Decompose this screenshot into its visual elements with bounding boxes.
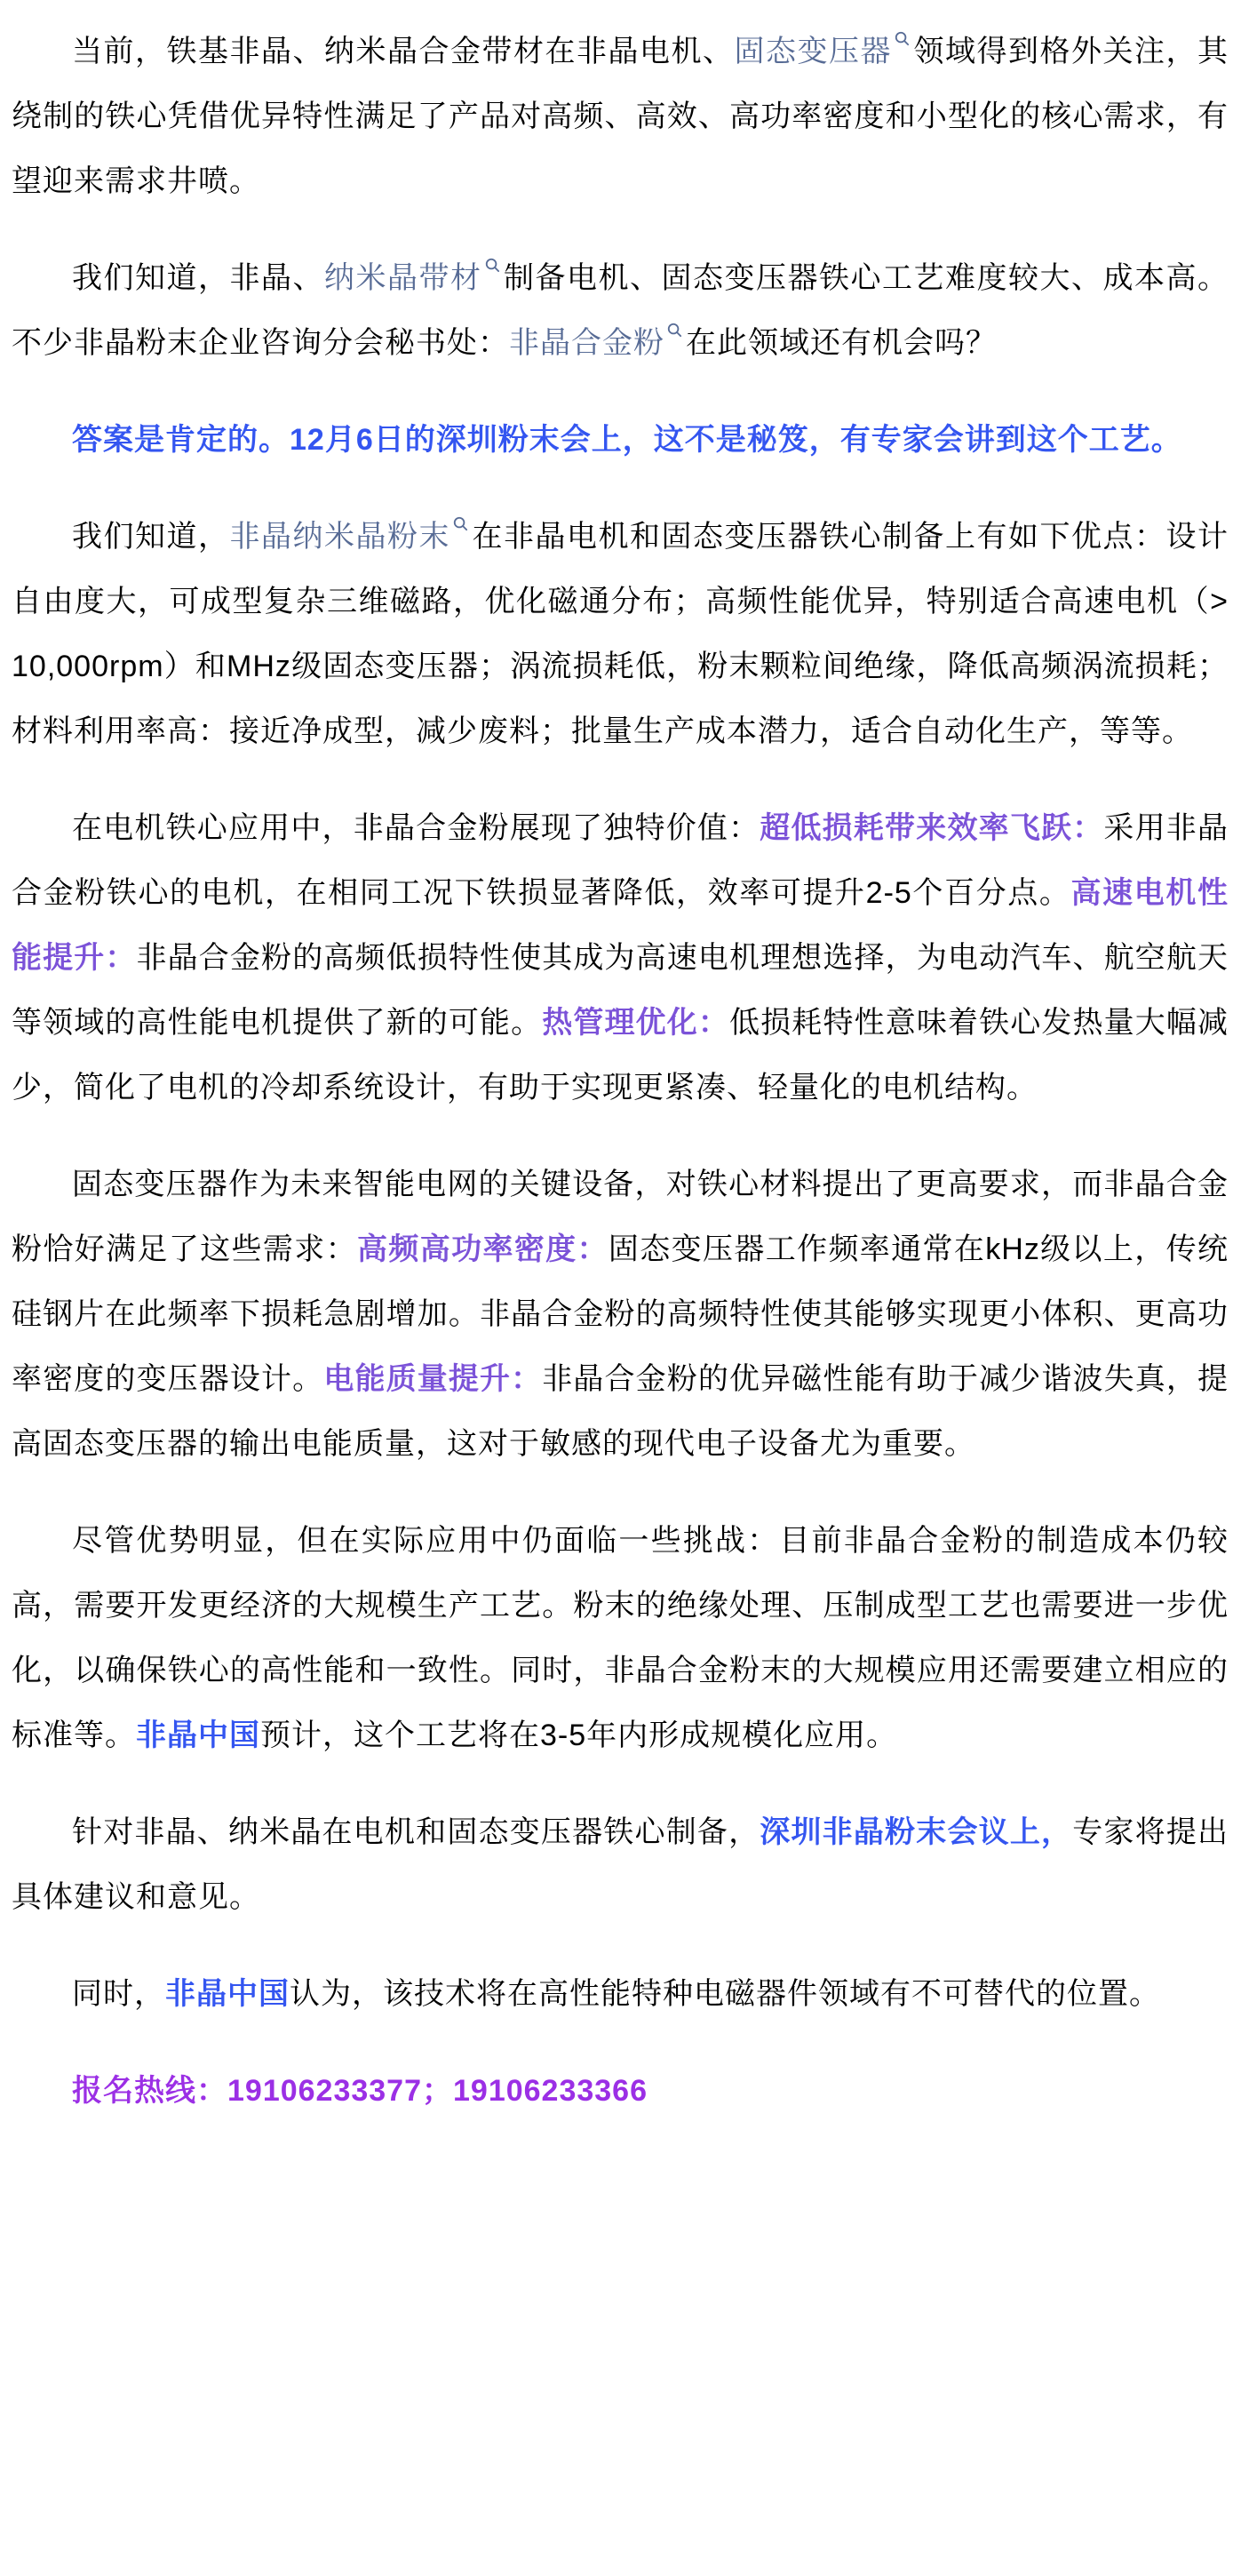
paragraph-9 <box>12 1962 1229 2027</box>
hotline-line <box>12 2059 1229 2124</box>
text-run: 针对非晶、纳米晶在电机和固态变压器铁心制备， <box>72 1815 760 1849</box>
text-run: 低损耗特性意味着铁心发热量大幅减少，简化了电机的冷却系统设计，有助于实现更紧凑、轻量化的电机结构。 <box>12 1006 1229 1105</box>
highlight-term: 高频高功率密度： <box>357 1232 609 1266</box>
text-run: 采用非晶合金粉铁心的电机，在相同工况下铁损显著降低，效率可提升2-5个百分点。 <box>12 811 1229 910</box>
text-run: 制备电机、固态变压器铁心工艺难度较大、成本高。不少非晶粉末企业咨询分会秘书处： <box>12 261 1229 360</box>
search-icon <box>666 322 683 339</box>
highlight-term: 热管理优化： <box>542 1006 730 1040</box>
text-run: 领域得到格外关注，其绕制的铁心凭借优异特性满足了产品对高频、高效、高功率密度和小型化的核心需求，有望迎来需求井喷。 <box>12 35 1229 198</box>
text-run: 我们知道，非晶、 <box>72 261 324 295</box>
paragraph-4 <box>12 505 1229 764</box>
paragraph-8 <box>12 1800 1229 1930</box>
emphasis-blue-text: 答案是肯定的。12月6日的深圳粉末会上，这不是秘笈，有专家会讲到这个工艺。 <box>72 423 1182 457</box>
text-run: 同时， <box>72 1977 165 2011</box>
search-keyword-link[interactable]: 固态变压器 <box>735 35 914 68</box>
emphasis-blue-text: 非晶中国 <box>136 1719 260 1752</box>
text-run: 非晶合金粉的高频低损特性使其成为高速电机理想选择，为电动汽车、航空航天等领域的高性能电机提供了新的可能。 <box>12 941 1229 1040</box>
highlight-term: 电能质量提升： <box>323 1362 543 1396</box>
search-icon <box>894 30 911 47</box>
text-run: 专家将提出具体建议和意见。 <box>12 1815 1229 1914</box>
text-run: 我们知道， <box>72 520 230 554</box>
text-run: 在此领域还有机会吗？ <box>686 326 997 360</box>
paragraph-6 <box>12 1152 1229 1477</box>
search-keyword-link[interactable]: 纳米晶带材 <box>324 261 504 295</box>
text-run: 预计，这个工艺将在3-5年内形成规模化应用。 <box>260 1719 898 1752</box>
paragraph-7 <box>12 1509 1229 1768</box>
text-run: 非晶合金粉的优异磁性能有助于减少谐波失真，提高固态变压器的输出电能质量，这对于敏感的现代电子设备尤为重要。 <box>12 1362 1229 1461</box>
text-run: 尽管优势明显，但在实际应用中仍面临一些挑战：目前非晶合金粉的制造成本仍较高，需要开发更经济的大规模生产工艺。粉末的绝缘处理、压制成型工艺也需要进一步优化，以确保铁心的高性能和一致性。同时，非晶合金粉末的大规模应用还需要建立相应的标准等。 <box>12 1524 1229 1752</box>
search-icon <box>452 515 469 532</box>
paragraph-3-announcement <box>12 408 1229 473</box>
text-run: 在非晶电机和固态变压器铁心制备上有如下优点：设计自由度大，可成型复杂三维磁路，优化磁通分布；高频性能优异，特别适合高速电机（>10,000rpm）和MHz级固态变压器；涡流损耗低，粉末颗粒间绝缘，降低高频涡流损耗；材料利用率高：接近净成型，减少废料；批量生产成本潜力，适合自动化生产，等等。 <box>12 520 1229 748</box>
highlight-term: 高速电机性能提升： <box>12 876 1229 975</box>
search-icon <box>484 257 501 274</box>
search-keyword-link[interactable]: 非晶合金粉 <box>509 326 686 360</box>
text-run: 认为，该技术将在高性能特种电磁器件领域有不可替代的位置。 <box>290 1977 1160 2011</box>
search-keyword-link[interactable]: 非晶纳米晶粉末 <box>230 520 473 554</box>
emphasis-blue-text: 深圳非晶粉末会议上， <box>760 1815 1073 1849</box>
text-run: 当前，铁基非晶、纳米晶合金带材在非晶电机、 <box>72 35 735 68</box>
hotline-text: 报名热线：19106233377；19106233366 <box>72 2074 648 2108</box>
text-run: 固态变压器工作频率通常在kHz级以上，传统硅钢片在此频率下损耗急剧增加。非晶合金粉的高频特性使其能够实现更小体积、更高功率密度的变压器设计。 <box>12 1232 1229 1396</box>
paragraph-container <box>12 20 1229 2124</box>
text-run: 在电机铁心应用中，非晶合金粉展现了独特价值： <box>72 811 760 845</box>
text-run: 固态变压器作为未来智能电网的关键设备，对铁心材料提出了更高要求，而非晶合金粉恰好满足了这些需求： <box>12 1168 1229 1266</box>
highlight-term: 超低损耗带来效率飞跃： <box>760 811 1104 845</box>
paragraph-2 <box>12 246 1229 376</box>
paragraph-1 <box>12 20 1229 214</box>
paragraph-5 <box>12 796 1229 1121</box>
emphasis-blue-text: 非晶中国 <box>165 1977 290 2011</box>
